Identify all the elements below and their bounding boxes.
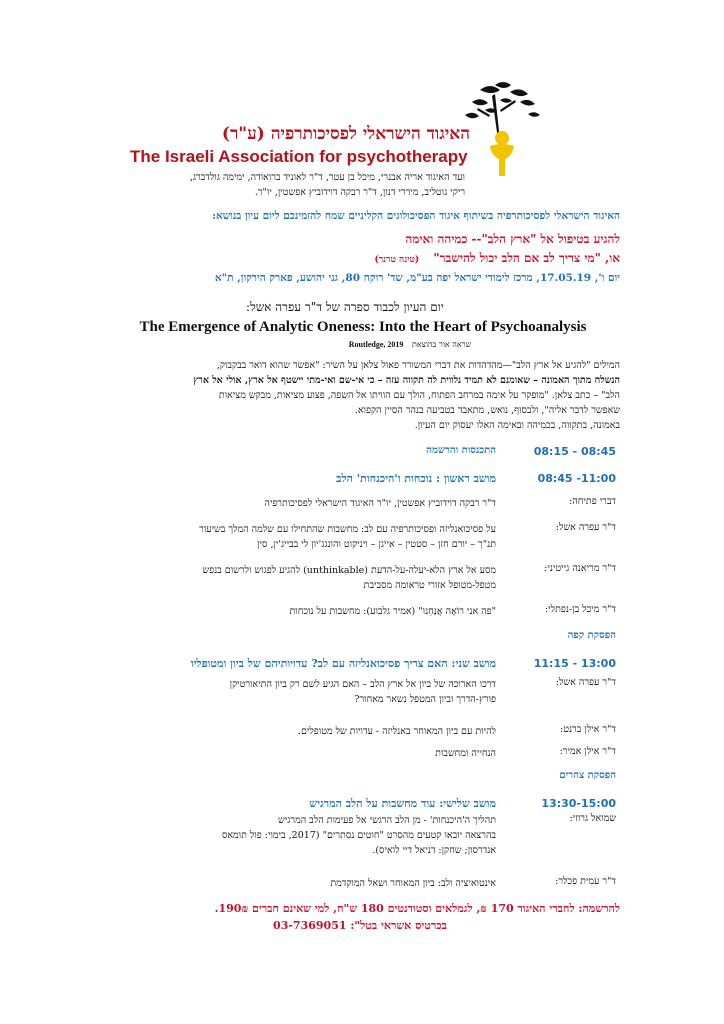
session-2-item (110, 677, 616, 709)
talk-line: תהליך ה'היכנחות' - מן הלב הרגשי אל פעימות הלב המרגיש (278, 815, 496, 826)
session-1-item (110, 563, 616, 595)
speaker: ד"ר מריאנה גייטיני: (544, 563, 616, 574)
talk-text: "פה אני רוֹאֶה אֲנַחְנוּ" (אמיר גלבוע): מחשבות על נוכחות (289, 606, 496, 617)
talk-line: דרכו הארוכה של ביון אל ארץ הלב – האם הגיע לשם רק ביון התיאורטיקן (229, 679, 496, 690)
session-3-item (110, 876, 616, 894)
session-1-item (110, 604, 616, 622)
committee-line-2: ריקי גוטליב, מיררי דנון, ד"ר רבקה דוידוביץ אפשטין, יו"ר. (254, 187, 465, 198)
topic-2-credit: (טינה טרנר) (374, 255, 420, 265)
session-3-title: מושב שלישי: עוד מחשבות על הלב המרגיש (309, 797, 496, 810)
talk-text: ד"ר רבקה דוידוביץ אפשטין, יו"ר האיגוד הישראלי לפסיכותרפיה (264, 498, 496, 509)
session-2-item (110, 746, 616, 764)
registration-time: 08:15 - 08:45 (533, 445, 616, 458)
speaker: ד"ר מיכל בן-נפתלי: (544, 604, 616, 615)
speaker: ד"ר עפרה אשל: (555, 522, 616, 533)
session-2-item (110, 724, 616, 742)
talk-text (110, 563, 496, 593)
publisher-line (300, 340, 520, 349)
registration-prices: להרשמה: לחברי האיגוד 170 ₪, לגמלאים וסטודנטים 180 ש"ח, למי שאינם חברים 190₪. (214, 902, 620, 915)
session-1-header (110, 472, 616, 490)
speaker: ד"ר אילן אמיר: (559, 746, 616, 757)
publisher-he: שראה אור בהוצאת (411, 340, 472, 349)
talk-text: אינטואיציה ולב: ביון המאוחר ושאל המוקדמת (330, 878, 496, 889)
session-1-title: מושב ראשון : נוכחות ו'היכנחות' הלב (336, 472, 496, 485)
paragraph-line-3: הלב" – כתב צלאן. "מופקר על אימה במרחב הפתוח, הולך עם הוויתו אל השפה, פצוע מציאות, מבקש מציאות (218, 390, 620, 401)
book-title: The Emergence of Analytic Oneness: Into the Heart of Psychoanalysis (139, 319, 587, 335)
registration-row (110, 445, 616, 463)
topic-line-2 (140, 251, 620, 266)
talk-line: פורץ-הדרך וביון המטפל נשאר מאחור? (354, 694, 496, 705)
date-venue: יום ו', 17.05.19, מרכז לימודי ישראל יפה בע"מ, שד' רוקח 80, גני יהושע, פארק הירקון, ת"א (214, 272, 620, 284)
registration-phone: בכרטיס אשראי בטל": 03-7369051 (273, 919, 447, 932)
session-1-item (110, 496, 616, 514)
talk-text (110, 813, 496, 858)
publisher-en: Routledge, 2019 (348, 340, 404, 349)
session-2-time: 11:15 - 13:00 (533, 657, 616, 670)
registration-label: התכנסות והרשמה (426, 445, 496, 456)
speaker: דברי פתיחה: (569, 496, 616, 507)
session-3-item (110, 813, 616, 861)
committee-line-1: ועד האיגוד אריה אבנרי, מיכל בן עטר, ד"ר לאוניד ברואודה, ימימה גולדברג, (189, 172, 465, 183)
session-2-header (110, 657, 616, 675)
lunch-break: הפסקת צהרים (559, 770, 616, 781)
title-english: The Israeli Association for psychotherapy (130, 147, 468, 166)
speaker: ד"ר אילן ברנט: (560, 724, 616, 735)
session-2-title: מושב שני: האם צריך פסיכואנליזה עם לב? עדויותיהם של ביון ומטופליו (190, 657, 496, 670)
paragraph-line-5: באמונה, בתקווה, בכמיהה ובאימה האלו יעסוק יום העיון. (414, 420, 620, 431)
talk-text: להיות עם ביון המאוחר באנליזה - עדויות של מטופלים. (297, 726, 496, 737)
topic-line-1: להגיע בטיפול אל "ארץ הלב"-- כמיהה ואימה (405, 232, 620, 246)
talk-text: הנחייה ומחשבות (435, 748, 496, 759)
invitation-line: האיגוד הישראלי לפסיכותרפיה בשיתוף איגוד הפסיכולוגים הקליניים שמח להזמינכם ליום עיון בנושא: (212, 210, 620, 222)
talk-line: בהרצאה יובאו קטעים מהסרט "חוטים נסתרים" (2017, בימוי: פול תומאס (221, 830, 496, 841)
session-1-item (110, 522, 616, 554)
session-1-time: 08:45 -11:00 (537, 472, 616, 485)
book-intro-line: יום העיון לכבוד ספרה של ד"ר עפרה אשל: (246, 300, 444, 314)
lunch-break-row (110, 770, 616, 786)
coffee-break: הפסקת קפה (567, 630, 616, 641)
talk-line: מטפל-מטופל אזורי טראומה מסביבת (363, 580, 496, 591)
title-hebrew: האיגוד הישראלי לפסיכותרפיה (ע"ר) (221, 124, 470, 144)
speaker: ד"ר עמית פכלר: (555, 876, 616, 887)
talk-line: אנדרסון; שחקן: דניאל דיי לואיס). (372, 845, 496, 856)
talk-line: על פסיכואנליזה ופסיכותרפיה עם לב: מחשבות שהתחילו עם שלמה המלך בשיעור (199, 524, 496, 535)
speaker: ד"ר עפרה אשל: (555, 677, 616, 688)
paragraph-line-4: שאפשר לדבר אליה", ולבסוף, נואש, מתאבד בטביעה בנהר הסיין הקפוא. (354, 405, 620, 416)
paragraph-line-2: הנשלח מתוך האמונה – שאומנם לא תמיד נלווית לה תקווה עזה – כי אי-שם ואי-מתי יישטף אל ארץ, אולי אל ארץ (193, 375, 620, 386)
speaker: שמואל גרוזי: (569, 813, 616, 824)
talk-line: מסע אל ארץ הלא-יעלה-על-הדעת (unthinkable) להגיע לפגוש ולרשום בנפש (202, 565, 496, 576)
talk-text (110, 677, 496, 707)
talk-line: תנ"ך – יורם חזן – סטטין – אייגן – ויניקוט והונגג'יון לי בבייג'ין, סין (257, 539, 496, 550)
coffee-break-row (110, 630, 616, 646)
topic-2-text: או, "מי צריך לב אם הלב יכול להישבר" (433, 251, 620, 265)
paragraph-line-1: המילים "להגיע אל ארץ הלב"—מהדהדות את דברי המשורר פאול צלאן על השיר: "אפשר שהוא דואר בבקבוק, (216, 360, 620, 371)
talk-text (110, 522, 496, 552)
session-3-time: 13:30-15:00 (541, 797, 616, 810)
